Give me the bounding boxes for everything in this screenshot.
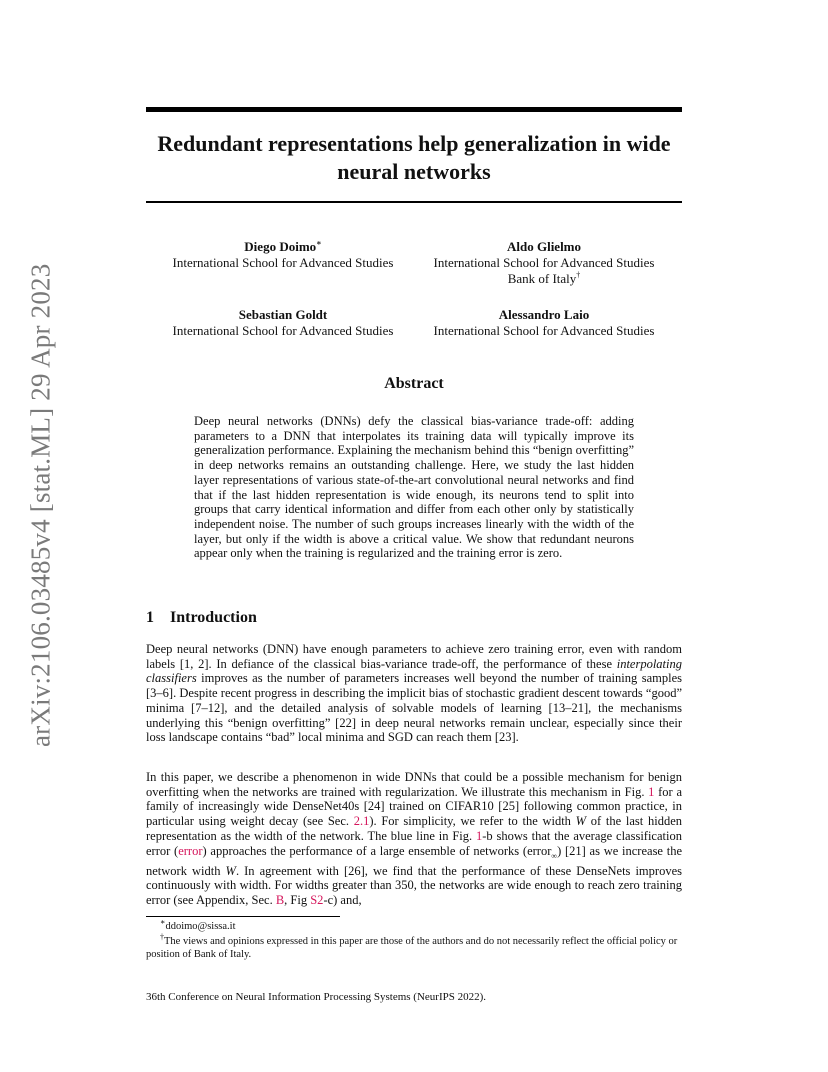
figure-link[interactable]: S2 <box>310 893 324 908</box>
top-rule <box>146 107 682 112</box>
appendix-link[interactable]: B <box>275 893 285 908</box>
conference-note: 36th Conference on Neural Information Processing Systems (NeurIPS 2022). <box>146 991 487 1003</box>
section-title: Introduction <box>170 609 257 626</box>
error-term: error <box>178 843 203 858</box>
section-link[interactable]: 2.1 <box>353 814 370 829</box>
author-block <box>158 239 408 271</box>
author-name: Diego Doimo∗ <box>244 238 322 254</box>
author-affiliation-secondary: Bank of Italy† <box>507 270 581 286</box>
arxiv-stamp: arXiv:2106.03485v4 [stat.ML] 29 Apr 2023 <box>25 263 56 747</box>
section-number: 1 <box>146 609 154 626</box>
author-affiliation: International School for Advanced Studies <box>172 255 394 270</box>
author-block <box>419 307 669 339</box>
figure-link[interactable]: 1 <box>648 784 655 799</box>
footnote-disclaimer: †The views and opinions expressed in this paper are those of the authors and do not necessarily reflect the official policy or position of Bank of Italy. <box>146 932 678 960</box>
author-name: Aldo Glielmo <box>506 239 582 254</box>
author-affiliation: International School for Advanced Studies <box>433 255 655 270</box>
emphasis: interpolating classifiers <box>146 656 682 686</box>
author-block <box>158 307 408 339</box>
figure-link[interactable]: 1 <box>475 828 483 843</box>
author-block <box>419 239 669 287</box>
intro-paragraph-1: Deep neural networks (DNN) have enough parameters to achieve zero training error, even with random labels [1, 2]. In defiance of the classical bias-variance trade-off, the performance of these interpolating classifiers improves as the number of parameters increases well beyond the number of training samples [3–6]. Despite recent progress in describing the implicit bias of stochastic gradient descent towards “good” minima [7–12], and the detailed analysis of solvable models of learning [13–21], the mechanisms underlying this “benign overfitting” [22] in deep neural networks remain unclear, especially since their loss landscape contains “bad” local minima and SGD can reach them [23]. <box>146 642 682 745</box>
title-rule <box>146 201 682 203</box>
author-name: Sebastian Goldt <box>238 307 328 322</box>
footnote-email: ∗ddoimo@sissa.it <box>160 917 236 932</box>
section-heading <box>146 609 682 627</box>
author-affiliation: International School for Advanced Studies <box>433 323 655 338</box>
abstract-text: Deep neural networks (DNNs) defy the classical bias-variance trade-off: adding parameters to a DNN that interpolates its training data will typically improve its generalization performance. Explaining the mechanism behind this “benign overfitting” in deep networks remains an outstanding challenge. Here, we study the last hidden layer representations of various state-of-the-art convolutional neural networks and find that if the last hidden representation is wide enough, its neurons tend to split into groups that carry identical information and differ from each other only by statistically independent noise. The number of such groups increases linearly with the width of the layer, but only if the width is above a critical value. We show that redundant neurons appear only when the training is regularized and the training error is zero. <box>194 414 634 561</box>
footnote-rule <box>146 916 340 917</box>
abstract-heading: Abstract <box>384 375 444 392</box>
intro-paragraph-2: In this paper, we describe a phenomenon in wide DNNs that could be a possible mechanism for benign overfitting when the networks are trained with regularization. We illustrate this mechanism in Fig. 1 for a family of increasingly wide DenseNet40s [24] trained on CIFAR10 [25] following common practice, in particular using weight decay (see Sec. 2.1). For simplicity, we refer to the width W of the last hidden representation as the width of the network. The blue line in Fig. 1-b shows that the average classification error (error) approaches the performance of a large ensemble of networks (error$_\infty$) [21] as we increase the network width W. In agreement with [26], we find that the performance of these DenseNets improves continuously with width. For widths greater than 350, the networks are wide enough to reach zero training error (see Appendix, Sec. B, Fig S2-c) and, <box>146 770 682 908</box>
author-name: Alessandro Laio <box>498 307 590 322</box>
author-affiliation: International School for Advanced Studies <box>172 323 394 338</box>
paper-title: Redundant representations help generalization in wide neural networks <box>157 131 671 184</box>
